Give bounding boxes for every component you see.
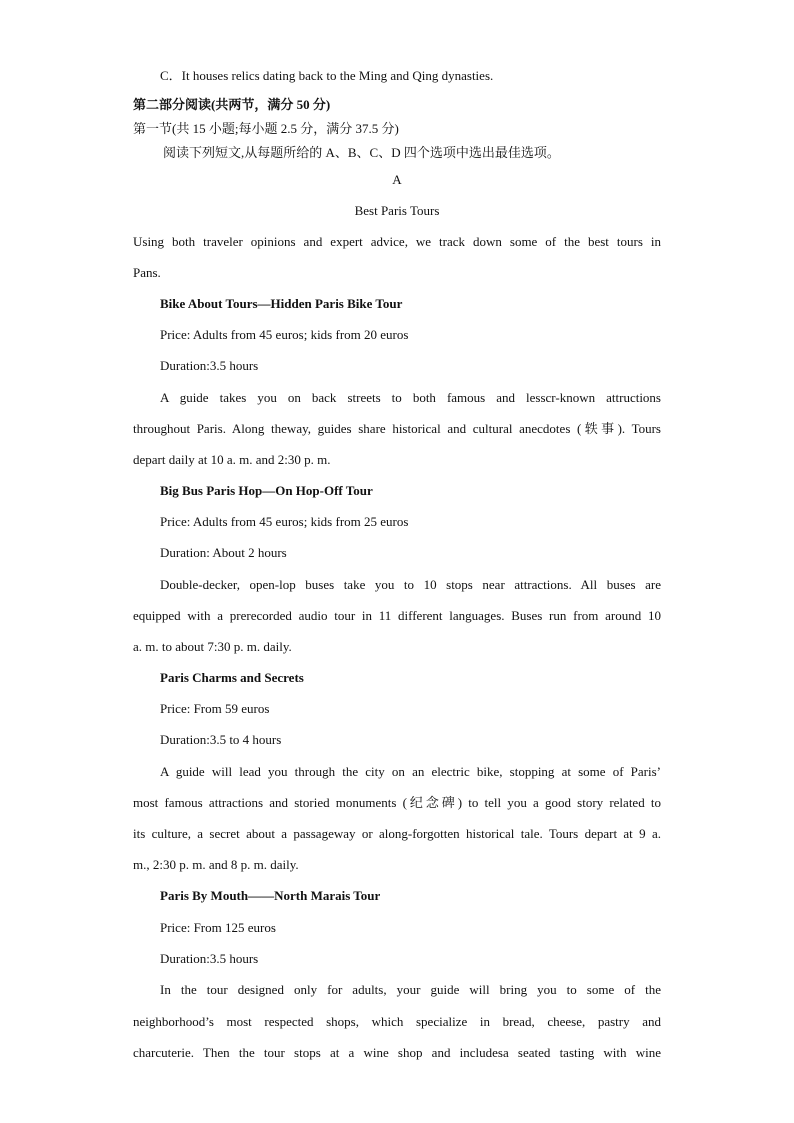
section-title: 第一节(共 15 小题;每小题 2.5 分，满分 37.5 分) [133,121,399,136]
tour-name: Paris By Mouth——North Marais Tour [160,888,381,903]
tour-price: Price: From 59 euros [160,701,270,716]
tour-price: Price: Adults from 45 euros; kids from 20 euros [160,327,409,342]
tour-desc-line: depart daily at 10 a. m. and 2:30 p. m. [133,452,331,467]
tour-duration: Duration:3.5 hours [160,358,259,373]
tour-duration: Duration:3.5 to 4 hours [160,732,282,747]
tour-price: Price: From 125 euros [160,920,276,935]
tour-desc-line: equipped with a prerecorded audio tour in 11 different languages. Buses run from around 10 [133,608,661,623]
tour-desc-line: A guide will lead you through the city on an electric bike, stopping at some of Paris’ [160,764,661,779]
tour-desc-line: throughout Paris. Along theway, guides share historical and cultural anecdotes (轶事). Tours [133,421,661,436]
intro-line: Pans. [133,265,161,280]
tour-desc-line: In the tour designed only for adults, your guide will bring you to some of the [160,982,661,997]
tour-desc-line: its culture, a secret about a passageway or along-forgotten historical tale. Tours depart at 9 a. [133,826,661,841]
passage-letter: A [392,172,402,187]
part-title: 第二部分阅读(共两节，满分 50 分) [133,97,331,112]
tour-price: Price: Adults from 45 euros; kids from 25 euros [160,514,409,529]
tour-desc-line: neighborhood’s most respected shops, which specialize in bread, cheese, pastry and [133,1014,661,1029]
previous-option-c: C．It houses relics dating back to the Ming and Qing dynasties. [160,68,494,83]
tour-name: Bike About Tours—Hidden Paris Bike Tour [160,296,403,311]
tour-duration: Duration: About 2 hours [160,545,287,560]
tour-duration: Duration:3.5 hours [160,951,259,966]
tour-name: Big Bus Paris Hop—On Hop-Off Tour [160,483,373,498]
tour-desc-line: a. m. to about 7:30 p. m. daily. [133,639,292,654]
instruction: 阅读下列短文,从每题所给的 A、B、C、D 四个选项中选出最佳选项。 [163,145,560,160]
tour-desc-line: most famous attractions and storied monuments (纪念碑) to tell you a good story related to [133,795,661,810]
tour-desc-line: Double-decker, open-lop buses take you to 10 stops near attractions. All buses are [160,577,661,592]
tour-desc-line: A guide takes you on back streets to both famous and lesscr-known attructions [160,390,661,405]
tour-desc-line: charcuterie. Then the tour stops at a wine shop and includesa seated tasting with wine [133,1045,661,1060]
intro-line: Using both traveler opinions and expert advice, we track down some of the best tours in [133,234,661,249]
tour-name: Paris Charms and Secrets [160,670,304,685]
passage-title: Best Paris Tours [354,203,440,218]
tour-desc-line: m., 2:30 p. m. and 8 p. m. daily. [133,857,299,872]
